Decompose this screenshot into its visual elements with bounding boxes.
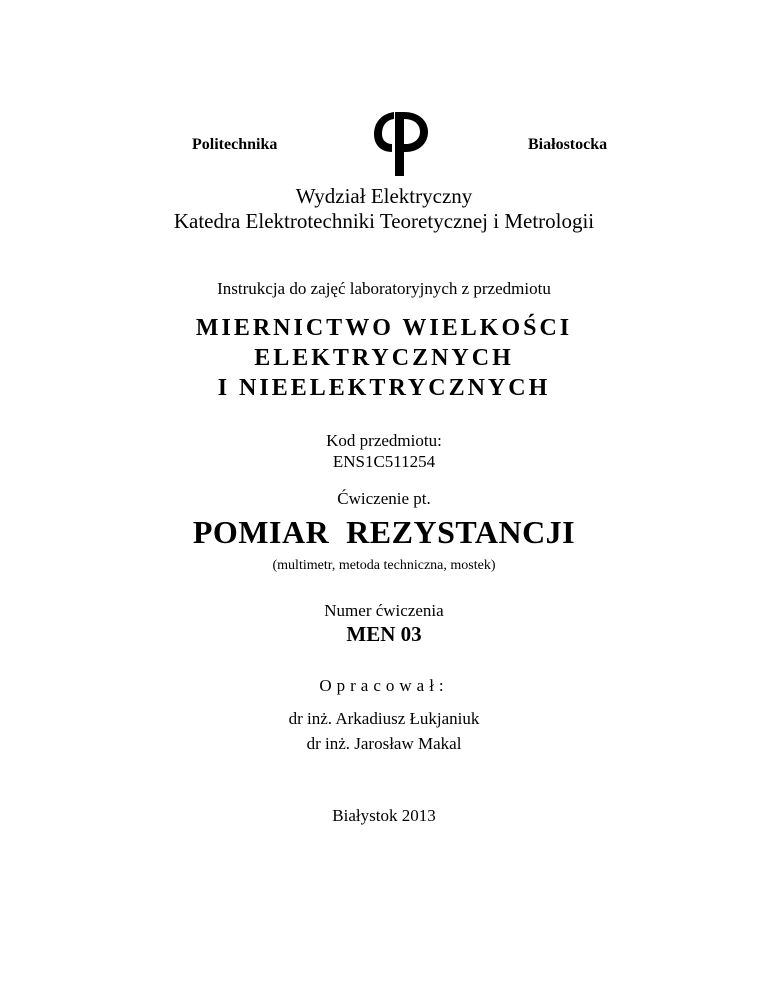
exercise-title: POMIAR REZYSTANCJI (192, 514, 576, 550)
pb-logo-icon (366, 104, 438, 176)
course-code-value: ENS1C511254 (332, 452, 436, 471)
course-code-label: Kod przedmiotu: (326, 431, 442, 450)
university-name-right: Białostocka (528, 136, 608, 153)
subject-line-2: ELEKTRYCZNYCH (254, 345, 514, 371)
instruction-line: Instrukcja do zajęć laboratoryjnych z przedmiotu (217, 279, 551, 298)
prepared-by-label: Opracował: (319, 676, 449, 695)
author-2: dr inż. Jarosław Makal (306, 734, 462, 753)
exercise-number-label: Numer ćwiczenia (324, 601, 444, 620)
place-and-year: Białystok 2013 (332, 806, 436, 825)
exercise-label: Ćwiczenie pt. (337, 489, 431, 508)
faculty-name: Wydział Elektryczny (295, 184, 473, 208)
exercise-subtitle: (multimetr, metoda techniczna, mostek) (272, 558, 496, 573)
subject-title (0, 313, 768, 403)
subject-line-1: MIERNICTWO WIELKOŚCI (195, 315, 573, 341)
university-name-left: Politechnika (192, 136, 278, 153)
department-name: Katedra Elektrotechniki Teoretycznej i Metrologii (173, 209, 595, 233)
author-1: dr inż. Arkadiusz Łukjaniuk (288, 709, 480, 728)
exercise-number-value: MEN 03 (346, 622, 422, 646)
subject-line-3: I NIEELEKTRYCZNYCH (217, 375, 551, 401)
